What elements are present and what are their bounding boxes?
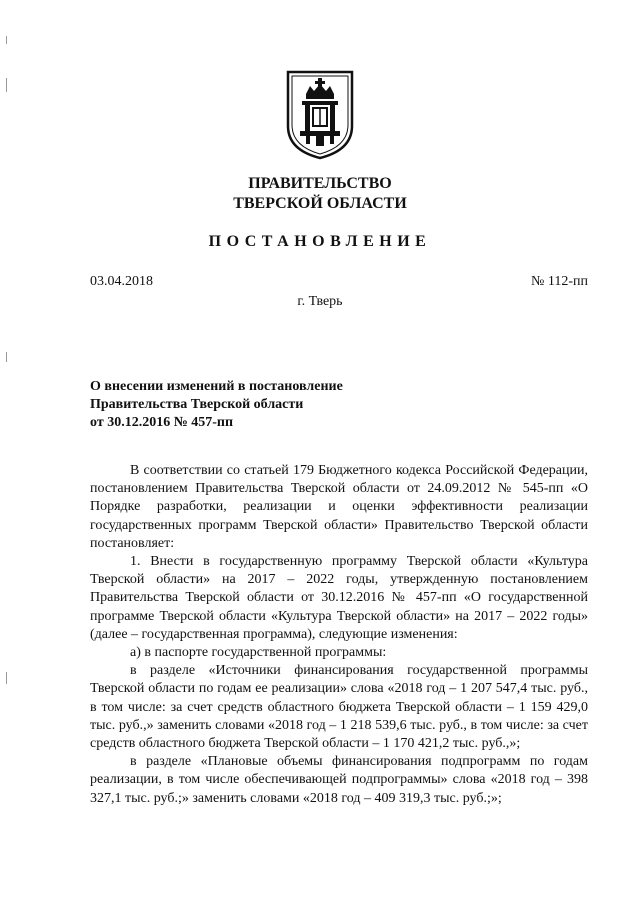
document-body: [90, 462, 588, 808]
coat-of-arms-icon: [284, 68, 356, 160]
subject-line2: Правительства Тверской области: [90, 397, 304, 412]
government-name-line1: ПРАВИТЕЛЬСТВО: [248, 175, 392, 192]
subject-line3: от 30.12.2016 № 457-пп: [90, 415, 234, 430]
subject-line1: О внесении изменений в постановление: [90, 379, 343, 394]
body-paragraph-funding-sources: в разделе «Источники финансирования государственной программы Тверской области по годам ее реализации» слова «2018 год – 1 207 547,4 тыс. руб., в том числе: за счет средств областного бюджета Тверской области – 1 159 429,0 тыс. руб.,» заменить словами «2018 год – 1 218 539,6 тыс. руб., в том числе: за счет средств областного бюджета Тверской области – 1 170 421,2 тыс. руб.,»;: [90, 663, 588, 752]
document-city: г. Тверь: [297, 294, 343, 309]
body-paragraph-passport: а) в паспорте государственной программы:: [130, 645, 387, 661]
scan-margin-mark: [6, 36, 7, 44]
document-subject: [90, 378, 430, 432]
government-name-line2: ТВЕРСКОЙ ОБЛАСТИ: [233, 195, 407, 212]
document-date: 03.04.2018: [90, 274, 153, 289]
body-paragraph-preamble: В соответствии со статьей 179 Бюджетного кодекса Российской Федерации, постановлением Правительства Тверской области от 24.09.2012 № 545-пп «О Порядке разработки, реализации и оценки эффективности реализации государственных программ Тверской области» Правительство Тверской области постановляет:: [90, 463, 588, 551]
scan-margin-mark: [6, 78, 7, 92]
document-type: ПОСТАНОВЛЕНИЕ: [208, 233, 432, 250]
body-paragraph-planned-volumes: в разделе «Плановые объемы финансирования подпрограмм по годам реализации, в том числе обеспечивающей подпрограммы» слова «2018 год – 398 327,1 тыс. руб.;» заменить словами «2018 год – 409 319,3 тыс. руб.;»;: [90, 754, 588, 806]
document-number: № 112-пп: [531, 274, 588, 289]
scan-margin-mark: [6, 672, 7, 684]
government-name: [0, 174, 640, 214]
scan-margin-mark: [6, 352, 7, 362]
body-paragraph-item1: 1. Внести в государственную программу Тверской области «Культура Тверской области» на 2017 – 2022 годы, утвержденную постановлением Правительства Тверской области от 30.12.2016 № 457-пп «О государственной программе Тверской области «Культура Тверской области» на 2017 – 2022 годы» (далее – государственная программа), следующие изменения:: [90, 554, 588, 642]
